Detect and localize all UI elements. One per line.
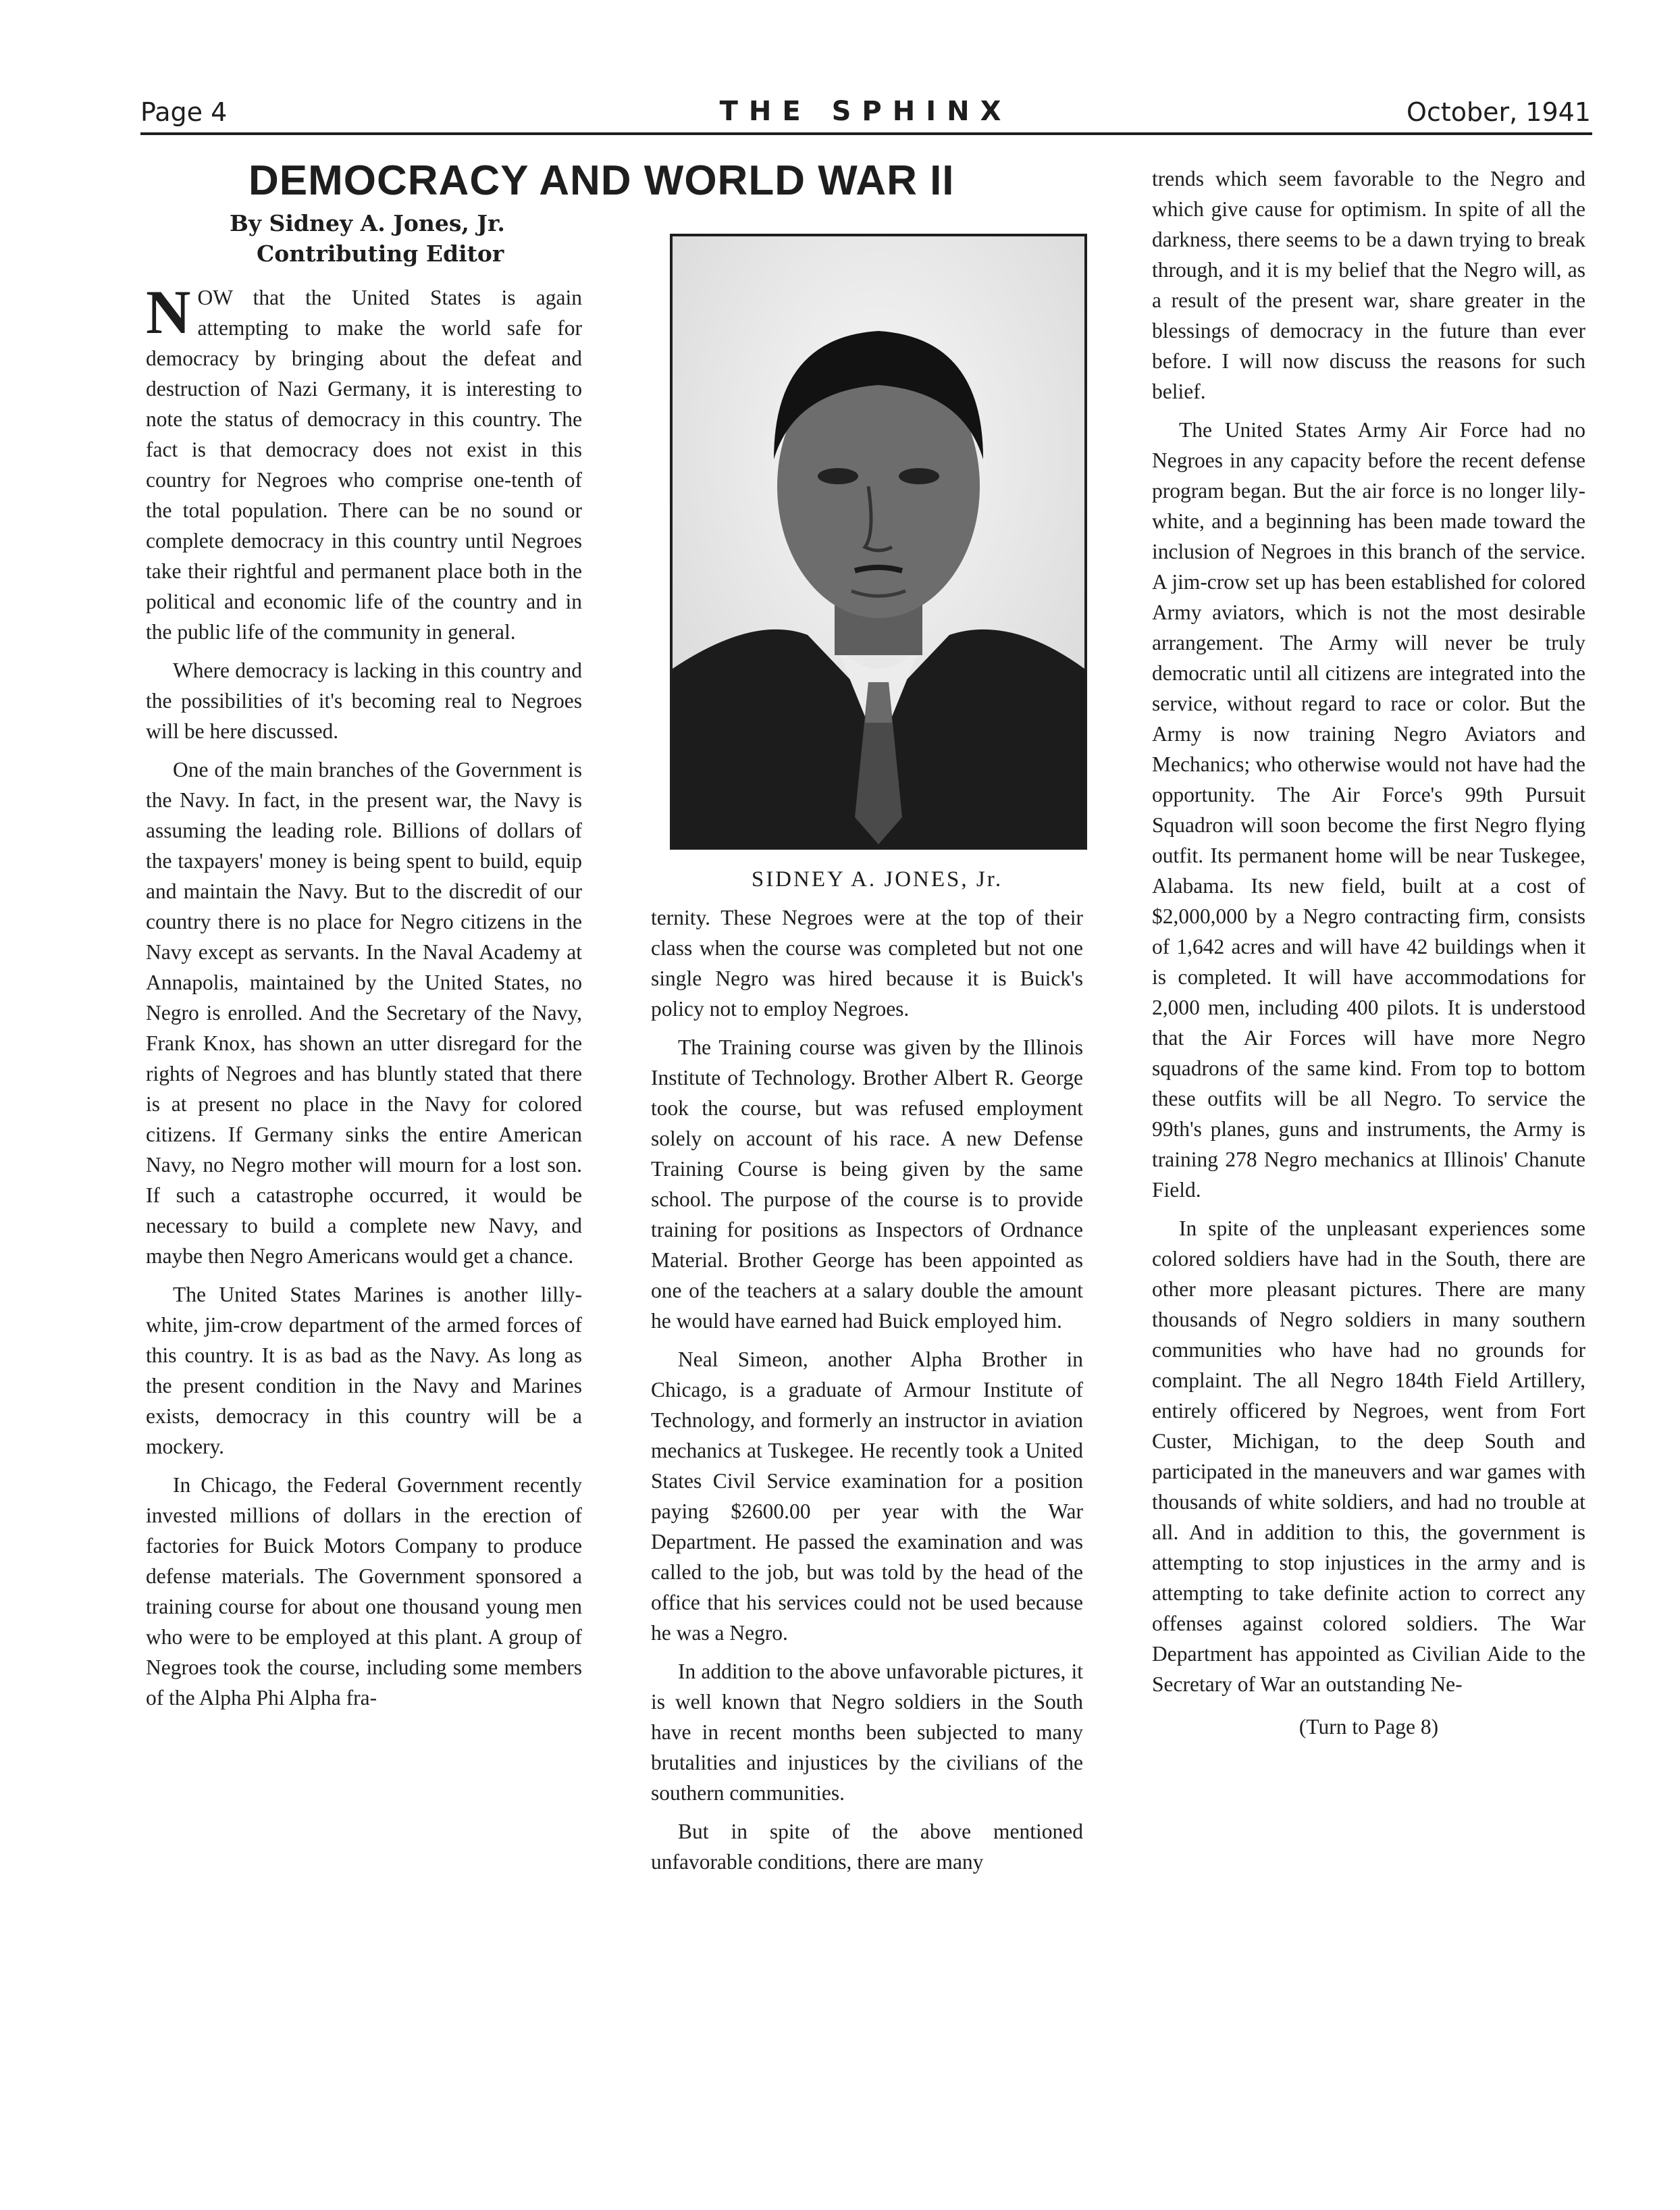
page-number: Page 4 (140, 97, 228, 127)
column-1 (146, 278, 582, 1721)
portrait-image (673, 236, 1084, 847)
issue-date: October, 1941 (1407, 97, 1591, 127)
paragraph: trends which seem favorable to the Negro and which give cause for optimism. In spite of all the darkness, there seems to be a dawn trying to break through, and it is my belief that the Negro will, as a result of the present war, share greater in the blessings of democracy in the future than ever before. I will now discuss the reasons for such belief. (1152, 167, 1585, 403)
paragraph: But in spite of the above mentioned unfavorable conditions, there are many (651, 1820, 1083, 1874)
paragraph: In addition to the above unfavorable pictures, it is well known that Negro soldiers in the South have in recent months been subjected to many brutalities and injustices by the civilians of the southern communities. (651, 1660, 1083, 1805)
paragraph: One of the main branches of the Government is the Navy. In fact, in the present war, the Navy is assuming the leading role. Billions of dollars of the taxpayers' money is being spent to build, equip and maintain the Navy. But to the discredit of our country there is no place for Negro citizens in the Navy except as servants. In the Naval Academy at Annapolis, maintained by the United States, no Negro is enrolled. And the Secretary of the Navy, Frank Knox, has shown an utter disregard for the rights of Negroes and has bluntly stated that there is at present no place in the Navy for colored citizens. If Germany sinks the entire American Navy, no Negro mother will mourn for a lost son. If such a catastrophe occurred, it would be necessary to build a complete new Navy, and maybe then Negro Americans would get a chance. (146, 758, 582, 1268)
column-3 (1152, 163, 1585, 1750)
drop-cap: N (146, 278, 191, 346)
author-role: Contributing Editor (257, 240, 504, 267)
publication-title: THE SPHINX (719, 96, 1012, 127)
header-rule (140, 132, 1592, 135)
column-2 (651, 902, 1083, 1885)
paragraph: The United States Marines is another lilly-white, jim-crow department of the armed forces of this country. It is as bad as the Navy. As long as the present condition in the Navy and Marines exists, democracy in this country will be a mockery. (146, 1283, 582, 1458)
byline (230, 208, 505, 269)
photo-caption: SIDNEY A. JONES, Jr. (751, 867, 1003, 892)
article-title: DEMOCRACY AND WORLD WAR II (248, 157, 955, 204)
paragraph: Where democracy is lacking in this country and the possibilities of it's becoming real to Negroes will be here discussed. (146, 659, 582, 743)
paragraph: Neal Simeon, another Alpha Brother in Chicago, is a graduate of Armour Institute of Technology, and formerly an instructor in aviation mechanics at Tuskegee. He recently took a United States Civil Service examination for a position paying $2600.00 per year with the War Department. He passed the examination and was called to the job, but was told by the head of the office that his services could not be used because he was a Negro. (651, 1347, 1083, 1645)
paragraph: In Chicago, the Federal Government recently invested millions of dollars in the erection of factories for Buick Motors Company to produce defense materials. The Government sponsored a training course for about one thousand young men who were to be employed at this plant. A group of Negroes took the course, including some members of the Alpha Phi Alpha fra- (146, 1473, 582, 1710)
paragraph: NOW that the United States is again attempting to make the world safe for democracy by bringing about the defeat and destruction of Nazi Germany, it is interesting to note the status of democracy in this country. The fact is that democracy does not exist in this country for Negroes who comprise one-tenth of the total population. There can be no sound or complete democracy in this country until Negroes take their rightful and permanent place both in the political and economic life of the country and in the public life of the community in general. (146, 278, 582, 644)
paragraph: ternity. These Negroes were at the top of their class when the course was completed but not one single Negro was hired because it is Buick's policy not to employ Negroes. (651, 906, 1083, 1021)
author-photo (670, 234, 1087, 850)
paragraph: The United States Army Air Force had no Negroes in any capacity before the recent defense program began. But the air force is no longer lily-white, and a beginning has been made toward the inclusion of Negroes in this branch of the service. A jim-crow set up has been established for colored Army aviators, which is not the most desirable arrangement. The Army will never be truly democratic until all citizens are integrated into the service, without regard to race or color. But the Army is now training Negro Aviators and Mechanics; who otherwise would not have had the opportunity. The Air Force's 99th Pursuit Squadron will soon become the first Negro flying outfit. Its permanent home will be near Tuskegee, Alabama. Its new field, built at a cost of $2,000,000 by a Negro contracting firm, consists of 1,642 acres and will have 42 buildings when it is completed. It will have accommodations for 2,000 men, including 400 pilots. It is understood that the Air Forces will have more Negro squadrons of the same kind. From top to bottom these outfits will be all Negro. To service the 99th's planes, guns and instruments, the Army is training 278 Negro mechanics at Illinois' Chanute Field. (1152, 418, 1585, 1202)
continuation-note: (Turn to Page 8) (1298, 1715, 1439, 1739)
running-header (140, 97, 1591, 138)
paragraph: The Training course was given by the Illinois Institute of Technology. Brother Albert R. George took the course, but was refused employment solely on account of his race. A new Defense Training Course is being given by the same school. The purpose of the course is to provide training for positions as Inspectors of Ordnance Material. Brother George has been appointed as one of the teachers at a salary double the amount he would have earned had Buick employed him. (651, 1035, 1083, 1333)
paragraph: In spite of the unpleasant experiences some colored soldiers have had in the South, there are other more pleasant pictures. There are many thousands of Negro soldiers in many southern communities who have had no grounds for complaint. The all Negro 184th Field Artillery, entirely officered by Negroes, went from Fort Custer, Michigan, to the deep South and participated in the maneuvers and war games with thousands of white soldiers, and had no trouble at all. And in addition to this, the government is attempting to stop injustices in the army and is attempting to take definite action to correct any offenses against colored soldiers. The War Department has appointed as Civilian Aide to the Secretary of War an outstanding Ne- (1152, 1216, 1585, 1696)
author-name: By Sidney A. Jones, Jr. (230, 210, 505, 236)
